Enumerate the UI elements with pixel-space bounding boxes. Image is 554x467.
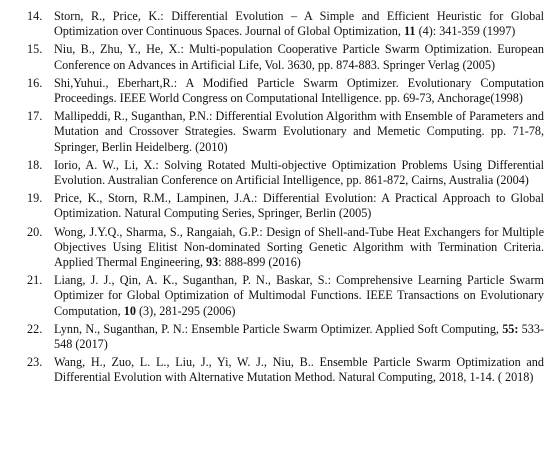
reference-entry bbox=[27, 109, 544, 155]
reference-entry bbox=[27, 191, 544, 221]
reference-entry bbox=[27, 273, 544, 319]
reference-text-end: : 888-899 (2016) bbox=[218, 255, 301, 270]
reference-text: Niu, B., Zhu, Y., He, X.: Multi-population Cooperative Particle Swarm Optimization. European Conference on Advances in Artificial Life, Vol. 3630, pp. 874-883. Springer Verlag (2005) bbox=[54, 42, 544, 72]
reference-number: 16. bbox=[27, 75, 43, 90]
reference-number: 22. bbox=[27, 321, 43, 336]
reference-text-end: (4): 341-359 (1997) bbox=[415, 24, 516, 39]
reference-text: Lynn, N., Suganthan, P. N.: Ensemble Particle Swarm Optimizer. Applied Soft Computing, bbox=[54, 321, 503, 336]
reference-number: 23. bbox=[27, 355, 43, 370]
reference-text: Wong, J.Y.Q., Sharma, S., Rangaiah, G.P.: Design of Shell-and-Tube Heat Exchangers for Multiple Objectives Using Elitist Non-dominated Sorting Genetic Algorithm with Termination Criteria. Applied Thermal Engineering, bbox=[54, 224, 544, 270]
reference-number: 15. bbox=[27, 42, 43, 57]
reference-entry bbox=[27, 157, 544, 188]
reference-text: Wang, H., Zuo, L. L., Liu, J., Yi, W. J., Niu, B.. Ensemble Particle Swarm Optimization and Differential Evolution with Alternative Mutation Method. Natural Computing, 2018, 1-14. ( 2018) bbox=[54, 355, 544, 385]
reference-number: 21. bbox=[27, 273, 43, 288]
reference-text: Shi,Yuhui., Eberhart,R.: A Modified Particle Swarm Optimizer. Evolutionary Computation Proceedings. IEEE World Congress on Computational Intelligence. pp. 69-73, Anchorage(1998) bbox=[54, 75, 544, 106]
reference-number: 20. bbox=[27, 224, 43, 239]
reference-number: 18. bbox=[27, 157, 43, 172]
reference-volume: 55: bbox=[502, 321, 519, 336]
reference-text-end: (3), 281-295 (2006) bbox=[135, 303, 236, 318]
reference-volume: 11 bbox=[404, 24, 416, 39]
reference-entry bbox=[27, 9, 544, 39]
reference-text: Price, K., Storn, R.M., Lampinen, J.A.: Differential Evolution: A Practical Approach to Global Optimization. Natural Computing Series, Springer, Berlin (2005) bbox=[54, 191, 544, 221]
reference-volume: 10 bbox=[123, 303, 136, 318]
reference-entry bbox=[27, 42, 544, 72]
reference-text: Mallipeddi, R., Suganthan, P.N.: Differential Evolution Algorithm with Ensemble of Parameters and Mutation and Crossover Strategies. Swarm Evolutionary and Memetic Computing. pp. 71-78, Springer, Berlin Heidelberg. (2010) bbox=[54, 109, 544, 154]
reference-text: Storn, R., Price, K.: Differential Evolution – A Simple and Efficient Heuristic for Global Optimization over Continuous Spaces. Journal of Global Optimization, bbox=[54, 9, 544, 39]
reference-volume: 93 bbox=[206, 255, 219, 270]
reference-entry bbox=[27, 355, 544, 385]
reference-number: 14. bbox=[27, 9, 43, 23]
reference-entry bbox=[27, 321, 544, 352]
reference-text-end: 533-548 (2017) bbox=[54, 321, 544, 352]
reference-text: Iorio, A. W., Li, X.: Solving Rotated Multi-objective Optimization Problems Using Differential Evolution. Australian Conference on Artificial Intelligence, pp. 861-872, Cairns, Australia (2004) bbox=[54, 157, 544, 188]
reference-entry bbox=[27, 75, 544, 106]
reference-entry bbox=[27, 224, 544, 271]
reference-text: Liang, J. J., Qin, A. K., Suganthan, P. N., Baskar, S.: Comprehensive Learning Particle Swarm Optimizer for Global Optimization of Multimodal Functions. IEEE Transactions on Evolutionary Computation, bbox=[54, 273, 544, 318]
reference-number: 19. bbox=[27, 191, 43, 206]
reference-number: 17. bbox=[27, 109, 43, 124]
